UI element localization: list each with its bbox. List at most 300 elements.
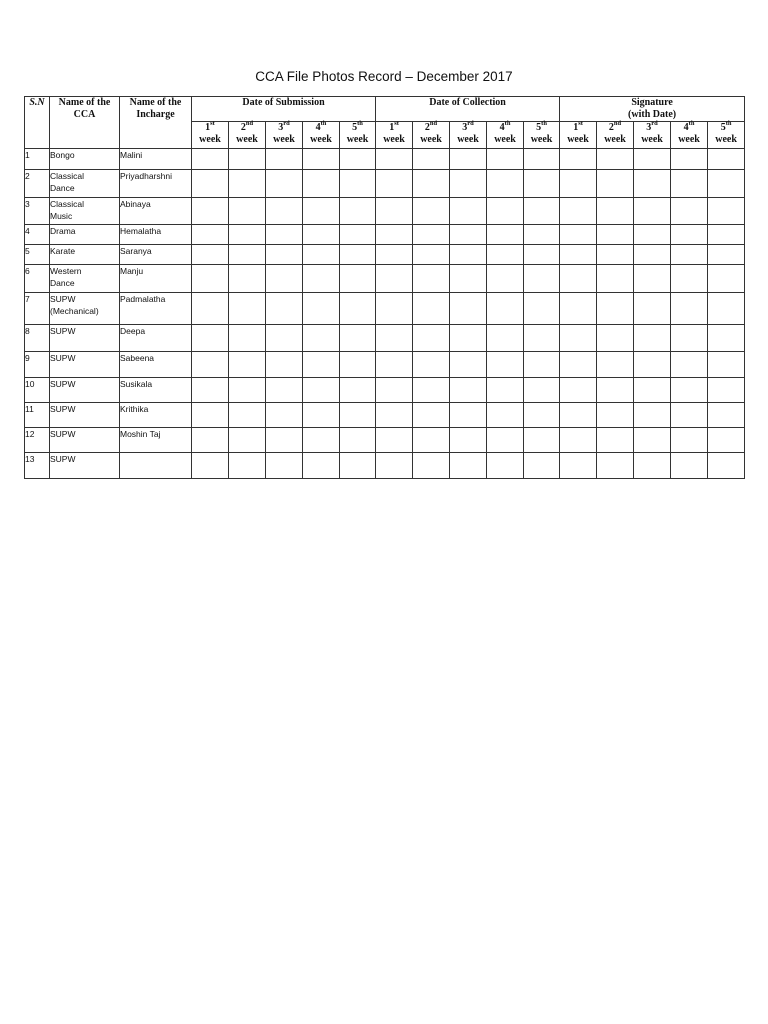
- week-label: week: [199, 134, 221, 145]
- collection-week-4-cell: [487, 453, 524, 479]
- week-number: [597, 119, 633, 134]
- cca-name-cell: [50, 453, 120, 479]
- collection-week-3-cell: [450, 453, 487, 479]
- cca-name-cell: [50, 378, 120, 403]
- week-label: week: [567, 134, 589, 145]
- signature-week-1-cell: [560, 170, 597, 198]
- incharge-name-cell: Saranya: [120, 245, 192, 265]
- sn-cell: 12: [25, 428, 50, 453]
- signature-week-3-cell: [634, 403, 671, 428]
- week-number: [450, 119, 486, 134]
- collection-week-5-cell: [524, 453, 560, 479]
- submission-week-4-cell: [303, 198, 340, 225]
- collection-week-2-cell: [413, 453, 450, 479]
- collection-week-2-cell: [413, 378, 450, 403]
- week-ordinal-suffix: rd: [651, 119, 658, 127]
- signature-week-4-cell: [671, 325, 708, 352]
- cca-name-line1: Bongo: [50, 150, 75, 160]
- submission-week-5-cell: [340, 378, 376, 403]
- incharge-name-cell: Malini: [120, 149, 192, 170]
- cca-name-cell: [50, 198, 120, 225]
- submission-week-3-cell: [266, 428, 303, 453]
- submission-week-5-cell: [340, 170, 376, 198]
- collection-week-1-cell: [376, 293, 413, 325]
- signature-week-2-cell: [597, 245, 634, 265]
- collection-week-3-cell: [450, 352, 487, 378]
- submission-week-4-cell: [303, 170, 340, 198]
- submission-week-5-cell: [340, 403, 376, 428]
- collection-week-1-cell: [376, 245, 413, 265]
- signature-week-1-cell: [560, 403, 597, 428]
- collection-week-5-cell: [524, 198, 560, 225]
- submission-week-1-cell: [192, 170, 229, 198]
- signature-week-2-cell: [597, 170, 634, 198]
- signature-week-4-cell: [671, 245, 708, 265]
- table-row: [25, 149, 745, 170]
- cca-name-line1: SUPW: [50, 379, 76, 389]
- week-ordinal-suffix: st: [394, 119, 399, 127]
- signature-week-3-cell: [634, 265, 671, 293]
- collection-week-3-cell: [450, 378, 487, 403]
- signature-week-4-cell: [671, 149, 708, 170]
- incharge-name-cell: Abinaya: [120, 198, 192, 225]
- signature-week-2-cell: [597, 352, 634, 378]
- submission-week-3-cell: [266, 245, 303, 265]
- sn-cell: 5: [25, 245, 50, 265]
- collection-week-5-cell: [524, 352, 560, 378]
- week-label: week: [383, 134, 405, 145]
- signature-week-3-cell: [634, 198, 671, 225]
- collection-week-3-cell: [450, 170, 487, 198]
- submission-week-1-cell: [192, 293, 229, 325]
- week-ordinal-suffix: th: [357, 119, 363, 127]
- signature-week-5-cell: [708, 225, 745, 245]
- week-label: week: [641, 134, 663, 145]
- signature-week-1-cell: [560, 293, 597, 325]
- cca-name-line1: Western: [50, 266, 82, 276]
- submission-week-2-cell: [229, 293, 266, 325]
- week-number: [376, 119, 412, 134]
- collection-week-1-cell: [376, 265, 413, 293]
- sn-cell: 3: [25, 198, 50, 225]
- signature-week-2-cell: [597, 149, 634, 170]
- week-number: [192, 119, 228, 134]
- collection-header: Date of Collection: [376, 97, 560, 122]
- sn-cell: 1: [25, 149, 50, 170]
- signature-header: [560, 97, 745, 122]
- incharge-name-cell: Sabeena: [120, 352, 192, 378]
- submission-week-5-cell: [340, 245, 376, 265]
- collection-week-5-cell: [524, 325, 560, 352]
- table-row: [25, 403, 745, 428]
- submission-week-4-cell: [303, 225, 340, 245]
- submission-week-2-header: [229, 119, 266, 149]
- signature-week-5-cell: [708, 378, 745, 403]
- sn-cell: 10: [25, 378, 50, 403]
- cca-name-cell: [50, 352, 120, 378]
- signature-week-2-cell: [597, 293, 634, 325]
- submission-week-1-header: [192, 119, 229, 149]
- week-ordinal: 4: [315, 122, 321, 133]
- collection-week-1-header: [376, 119, 413, 149]
- submission-week-1-cell: [192, 149, 229, 170]
- cca-name-line2: Dance: [50, 278, 75, 288]
- collection-week-4-cell: [487, 245, 524, 265]
- week-ordinal-suffix: st: [578, 119, 583, 127]
- week-number: [303, 119, 339, 134]
- cca-name-line2: Music: [50, 211, 73, 221]
- incharge-name-cell: Padmalatha: [120, 293, 192, 325]
- table-row: [25, 378, 745, 403]
- collection-week-3-header: [450, 119, 487, 149]
- submission-week-3-cell: [266, 265, 303, 293]
- week-ordinal: 2: [240, 122, 246, 133]
- week-ordinal-suffix: rd: [283, 119, 290, 127]
- header-row-top: [25, 97, 745, 122]
- submission-week-2-cell: [229, 265, 266, 293]
- signature-week-2-cell: [597, 378, 634, 403]
- signature-week-3-cell: [634, 225, 671, 245]
- submission-week-2-cell: [229, 225, 266, 245]
- submission-week-1-cell: [192, 225, 229, 245]
- signature-week-2-cell: [597, 225, 634, 245]
- signature-week-1-cell: [560, 225, 597, 245]
- cca-record-table: [24, 96, 745, 479]
- submission-week-4-cell: [303, 325, 340, 352]
- signature-week-4-cell: [671, 428, 708, 453]
- signature-week-4-cell: [671, 378, 708, 403]
- week-ordinal: 4: [683, 122, 689, 133]
- collection-week-1-cell: [376, 403, 413, 428]
- collection-week-5-header: [524, 119, 560, 149]
- week-number: [708, 119, 744, 134]
- submission-week-5-cell: [340, 225, 376, 245]
- table-row: [25, 265, 745, 293]
- signature-week-5-cell: [708, 265, 745, 293]
- signature-week-2-cell: [597, 265, 634, 293]
- cca-name-line2: (Mechanical): [50, 306, 99, 316]
- cca-name-line1: SUPW: [50, 429, 76, 439]
- signature-header-line1: Signature: [631, 97, 673, 108]
- submission-week-2-cell: [229, 352, 266, 378]
- cca-name-cell: [50, 265, 120, 293]
- sn-cell: 4: [25, 225, 50, 245]
- cca-header-line2: CCA: [73, 109, 96, 120]
- submission-week-5-header: [340, 119, 376, 149]
- collection-week-4-cell: [487, 265, 524, 293]
- collection-week-2-cell: [413, 225, 450, 245]
- week-number: [229, 119, 265, 134]
- week-label: week: [604, 134, 626, 145]
- cca-name-line1: SUPW: [50, 454, 76, 464]
- signature-week-2-cell: [597, 428, 634, 453]
- collection-week-2-cell: [413, 352, 450, 378]
- collection-week-5-cell: [524, 293, 560, 325]
- document-title: CCA File Photos Record – December 2017: [255, 69, 513, 84]
- table-row: [25, 428, 745, 453]
- signature-week-2-header: [597, 119, 634, 149]
- cca-name-line1: Classical: [50, 199, 85, 209]
- submission-week-3-header: [266, 119, 303, 149]
- week-ordinal: 3: [646, 122, 652, 133]
- signature-week-3-cell: [634, 325, 671, 352]
- signature-week-1-cell: [560, 265, 597, 293]
- week-number: [487, 119, 523, 134]
- submission-week-5-cell: [340, 198, 376, 225]
- submission-week-3-cell: [266, 170, 303, 198]
- cca-name-line1: Drama: [50, 226, 76, 236]
- week-ordinal-suffix: st: [210, 119, 215, 127]
- collection-week-2-header: [413, 119, 450, 149]
- signature-week-2-cell: [597, 198, 634, 225]
- submission-week-2-cell: [229, 325, 266, 352]
- submission-week-3-cell: [266, 149, 303, 170]
- signature-week-4-cell: [671, 352, 708, 378]
- collection-week-2-cell: [413, 265, 450, 293]
- week-ordinal-suffix: nd: [245, 119, 254, 127]
- signature-week-3-cell: [634, 170, 671, 198]
- signature-week-3-cell: [634, 428, 671, 453]
- week-label: week: [420, 134, 442, 145]
- submission-week-5-cell: [340, 428, 376, 453]
- submission-week-5-cell: [340, 149, 376, 170]
- collection-week-5-cell: [524, 245, 560, 265]
- submission-week-4-cell: [303, 403, 340, 428]
- collection-week-3-cell: [450, 225, 487, 245]
- incharge-name-cell: Manju: [120, 265, 192, 293]
- collection-week-1-cell: [376, 428, 413, 453]
- submission-week-2-cell: [229, 403, 266, 428]
- submission-week-5-cell: [340, 352, 376, 378]
- submission-week-1-cell: [192, 198, 229, 225]
- cca-name-line1: Classical: [50, 171, 85, 181]
- cca-name-cell: [50, 293, 120, 325]
- submission-week-3-cell: [266, 352, 303, 378]
- collection-week-1-cell: [376, 149, 413, 170]
- submission-week-1-cell: [192, 453, 229, 479]
- collection-week-1-cell: [376, 378, 413, 403]
- submission-week-3-cell: [266, 325, 303, 352]
- collection-week-3-cell: [450, 293, 487, 325]
- week-ordinal: 2: [608, 122, 614, 133]
- week-ordinal: 1: [205, 122, 211, 133]
- incharge-name-cell: Susikala: [120, 378, 192, 403]
- collection-week-1-cell: [376, 325, 413, 352]
- signature-week-3-cell: [634, 245, 671, 265]
- signature-week-3-cell: [634, 293, 671, 325]
- collection-week-5-cell: [524, 149, 560, 170]
- sn-header: S.N: [25, 97, 50, 149]
- week-ordinal: 2: [424, 122, 430, 133]
- submission-week-5-cell: [340, 293, 376, 325]
- collection-week-1-cell: [376, 352, 413, 378]
- submission-week-1-cell: [192, 352, 229, 378]
- submission-week-2-cell: [229, 198, 266, 225]
- collection-week-5-cell: [524, 378, 560, 403]
- week-label: week: [530, 134, 553, 145]
- week-label: week: [236, 134, 258, 145]
- table-row: [25, 325, 745, 352]
- week-number: [524, 119, 559, 134]
- signature-week-4-cell: [671, 293, 708, 325]
- signature-week-1-cell: [560, 453, 597, 479]
- table-row: [25, 245, 745, 265]
- signature-week-5-cell: [708, 428, 745, 453]
- collection-week-1-cell: [376, 170, 413, 198]
- signature-week-5-cell: [708, 325, 745, 352]
- signature-week-2-cell: [597, 453, 634, 479]
- signature-week-1-cell: [560, 352, 597, 378]
- incharge-name-header: [120, 97, 192, 149]
- collection-week-3-cell: [450, 428, 487, 453]
- signature-week-4-cell: [671, 225, 708, 245]
- table-row: [25, 225, 745, 245]
- collection-week-2-cell: [413, 198, 450, 225]
- submission-week-4-cell: [303, 453, 340, 479]
- submission-week-1-cell: [192, 403, 229, 428]
- signature-week-4-cell: [671, 170, 708, 198]
- collection-week-2-cell: [413, 149, 450, 170]
- week-ordinal-suffix: nd: [429, 119, 438, 127]
- sn-cell: 2: [25, 170, 50, 198]
- signature-week-3-cell: [634, 149, 671, 170]
- signature-week-4-cell: [671, 403, 708, 428]
- submission-week-3-cell: [266, 198, 303, 225]
- collection-week-4-cell: [487, 293, 524, 325]
- week-label: week: [678, 134, 700, 145]
- sn-cell: 9: [25, 352, 50, 378]
- collection-week-4-cell: [487, 198, 524, 225]
- submission-week-3-cell: [266, 378, 303, 403]
- submission-week-5-cell: [340, 453, 376, 479]
- week-ordinal: 1: [389, 122, 395, 133]
- collection-week-4-header: [487, 119, 524, 149]
- cca-name-cell: [50, 149, 120, 170]
- collection-week-4-cell: [487, 225, 524, 245]
- cca-name-header: [50, 97, 120, 149]
- sn-cell: 7: [25, 293, 50, 325]
- collection-week-3-cell: [450, 198, 487, 225]
- signature-week-5-cell: [708, 293, 745, 325]
- signature-week-5-cell: [708, 245, 745, 265]
- submission-week-3-cell: [266, 403, 303, 428]
- signature-week-2-cell: [597, 325, 634, 352]
- collection-week-2-cell: [413, 293, 450, 325]
- table-row: [25, 453, 745, 479]
- incharge-header-line1: Name of the: [129, 97, 182, 108]
- submission-week-5-cell: [340, 265, 376, 293]
- signature-week-3-cell: [634, 453, 671, 479]
- submission-week-4-cell: [303, 245, 340, 265]
- week-ordinal-suffix: th: [688, 119, 695, 127]
- week-label: week: [346, 134, 369, 145]
- collection-week-3-cell: [450, 149, 487, 170]
- signature-week-5-cell: [708, 403, 745, 428]
- collection-week-2-cell: [413, 170, 450, 198]
- submission-week-2-cell: [229, 245, 266, 265]
- submission-week-2-cell: [229, 428, 266, 453]
- signature-week-1-cell: [560, 198, 597, 225]
- week-ordinal: 1: [573, 122, 579, 133]
- week-label: week: [457, 134, 479, 145]
- signature-week-5-cell: [708, 198, 745, 225]
- incharge-name-cell: Deepa: [120, 325, 192, 352]
- submission-week-4-cell: [303, 149, 340, 170]
- collection-week-4-cell: [487, 428, 524, 453]
- submission-week-4-cell: [303, 378, 340, 403]
- incharge-header-line2: Incharge: [136, 109, 175, 120]
- cca-name-cell: [50, 325, 120, 352]
- collection-week-3-cell: [450, 265, 487, 293]
- submission-week-3-cell: [266, 453, 303, 479]
- cca-header-line1: Name of the: [58, 97, 111, 108]
- sn-cell: 11: [25, 403, 50, 428]
- cca-name-line1: SUPW: [50, 326, 76, 336]
- signature-week-3-cell: [634, 352, 671, 378]
- week-ordinal: 5: [720, 122, 726, 133]
- collection-week-5-cell: [524, 265, 560, 293]
- week-ordinal-suffix: th: [541, 119, 547, 127]
- submission-week-3-cell: [266, 225, 303, 245]
- signature-week-5-cell: [708, 170, 745, 198]
- week-number: [266, 119, 302, 134]
- collection-week-1-cell: [376, 225, 413, 245]
- cca-name-cell: [50, 245, 120, 265]
- table-row: [25, 293, 745, 325]
- signature-week-2-cell: [597, 403, 634, 428]
- collection-week-4-cell: [487, 170, 524, 198]
- signature-week-4-cell: [671, 265, 708, 293]
- submission-week-1-cell: [192, 265, 229, 293]
- cca-name-cell: [50, 428, 120, 453]
- cca-name-cell: [50, 170, 120, 198]
- collection-week-1-cell: [376, 453, 413, 479]
- submission-week-4-cell: [303, 428, 340, 453]
- submission-week-2-cell: [229, 453, 266, 479]
- collection-week-5-cell: [524, 225, 560, 245]
- submission-week-1-cell: [192, 428, 229, 453]
- collection-week-5-cell: [524, 428, 560, 453]
- week-label: week: [494, 134, 516, 145]
- week-number: [413, 119, 449, 134]
- week-ordinal-suffix: th: [725, 119, 732, 127]
- signature-week-4-cell: [671, 453, 708, 479]
- week-ordinal: 3: [278, 122, 284, 133]
- signature-week-1-cell: [560, 428, 597, 453]
- collection-week-5-cell: [524, 170, 560, 198]
- submission-week-4-header: [303, 119, 340, 149]
- week-number: [560, 119, 596, 134]
- record-body: [25, 149, 745, 479]
- week-ordinal: 5: [536, 122, 542, 133]
- cca-name-line1: SUPW: [50, 404, 76, 414]
- collection-week-4-cell: [487, 149, 524, 170]
- incharge-name-cell: Priyadharshni: [120, 170, 192, 198]
- submission-week-4-cell: [303, 265, 340, 293]
- week-number: [340, 119, 375, 134]
- cca-name-cell: [50, 403, 120, 428]
- week-ordinal: 5: [352, 122, 358, 133]
- collection-week-4-cell: [487, 378, 524, 403]
- cca-name-cell: [50, 225, 120, 245]
- submission-week-2-cell: [229, 170, 266, 198]
- week-number: [634, 119, 670, 134]
- signature-week-3-header: [634, 119, 671, 149]
- sn-cell: 13: [25, 453, 50, 479]
- collection-week-4-cell: [487, 403, 524, 428]
- sn-cell: 8: [25, 325, 50, 352]
- submission-header: Date of Submission: [192, 97, 376, 122]
